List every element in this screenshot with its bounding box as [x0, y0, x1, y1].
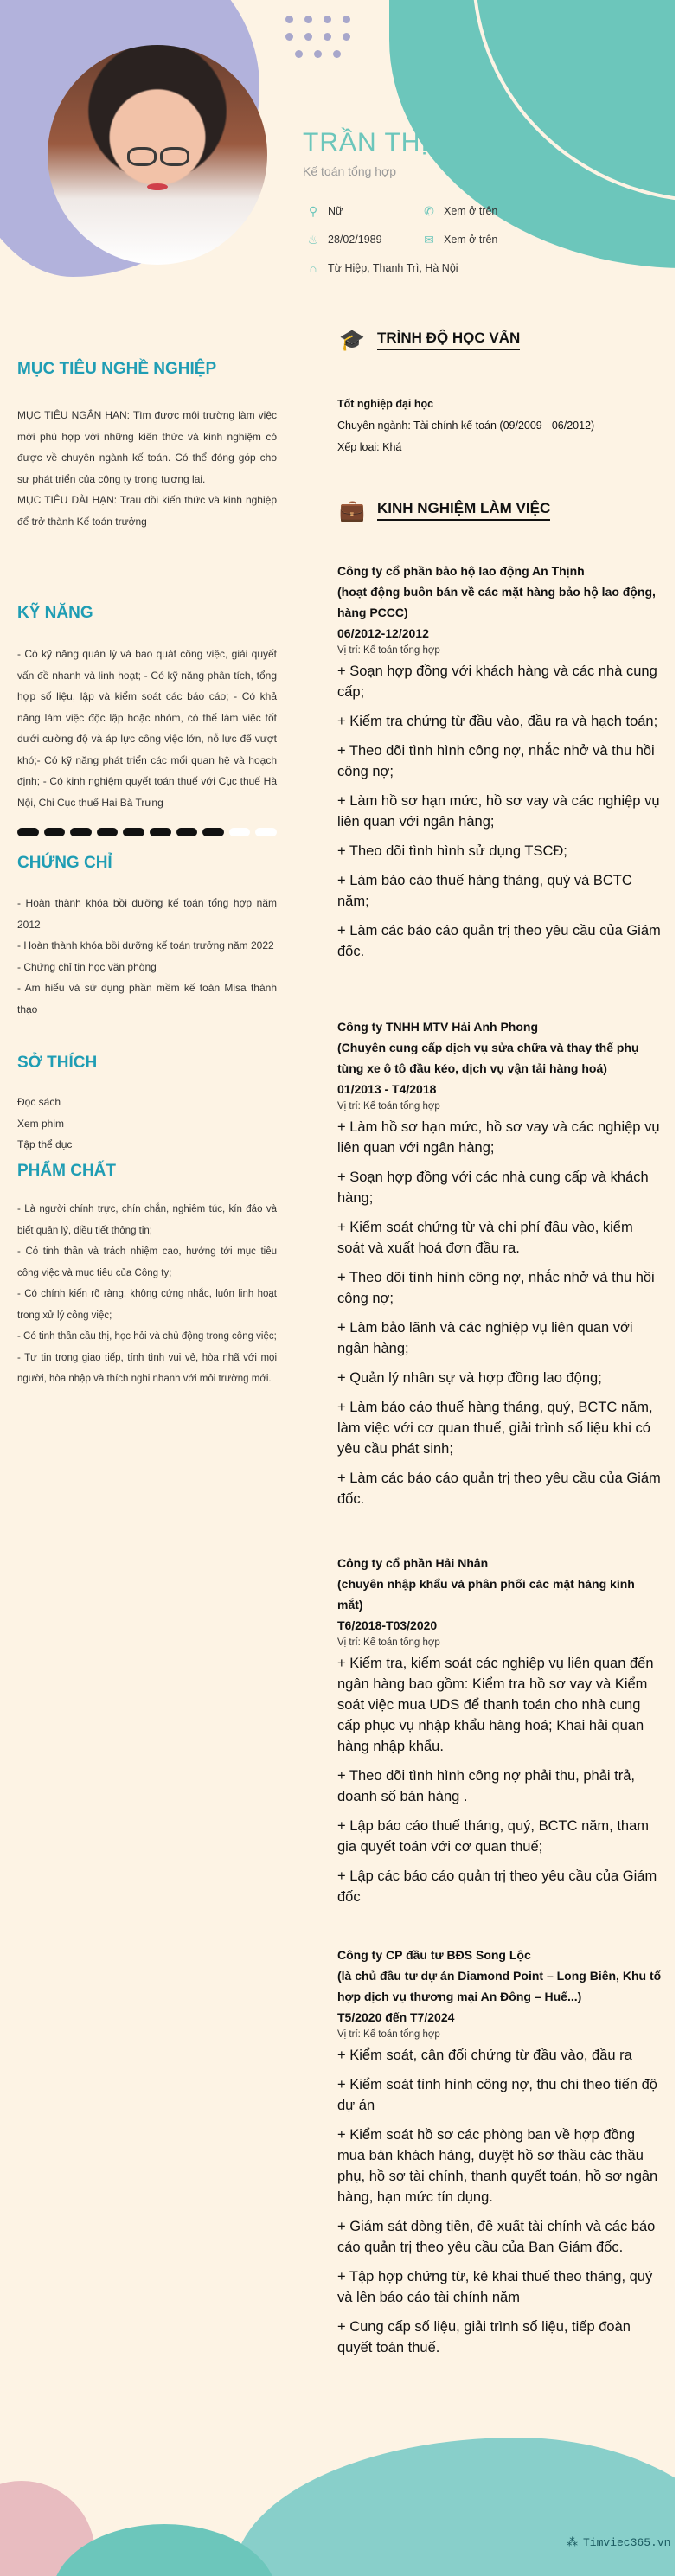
job-task: + Tập hợp chứng từ, kê khai thuế theo tháng, quý và lên báo cáo tài chính năm: [337, 2269, 653, 2305]
job-task: + Làm báo cáo thuế hàng tháng, quý và BCTC năm;: [337, 873, 632, 909]
birthday-value: 28/02/1989: [328, 234, 382, 246]
job-task: + Làm các báo cáo quản trị theo yêu cầu của Giám đốc.: [337, 923, 661, 959]
job-task: + Kiểm soát chứng từ và chi phí đầu vào, kiểm soát và xuất hoá đơn đầu ra.: [337, 1220, 633, 1256]
email-row: [422, 233, 497, 247]
candidate-name: TRẦN THỊ HUẾ: [303, 128, 495, 157]
job-task: + Theo dõi tình hình công nợ, nhắc nhở và thu hồi công nợ;: [337, 1270, 655, 1306]
skill-level-segment: [97, 828, 119, 836]
phone-row: [422, 204, 497, 218]
job-task: + Soạn hợp đồng với các nhà cung cấp và khách hàng;: [337, 1169, 649, 1206]
job-task: + Soạn hợp đồng với khách hàng và các nhà cung cấp;: [337, 663, 657, 700]
job-task: + Làm các báo cáo quản trị theo yêu cầu của Giám đốc.: [337, 1471, 661, 1507]
education-section-header: [337, 325, 520, 355]
certificates-heading: CHỨNG CHỈ: [17, 854, 112, 872]
birthday-cake-icon: ♨: [307, 233, 319, 247]
certificate-item: - Hoàn thành khóa bồi dưỡng kế toán tổng hợp năm 2012: [17, 897, 277, 931]
skill-level-segment: [255, 828, 277, 836]
skill-level-segment: [202, 828, 224, 836]
skills-heading: KỸ NĂNG: [17, 604, 93, 622]
candidate-job-title: Kế toán tổng hợp: [303, 164, 397, 178]
job-task: + Làm bảo lãnh và các nghiệp vụ liên quan với ngân hàng;: [337, 1320, 633, 1356]
skill-level-segment: [150, 828, 171, 836]
decor-dots: [285, 16, 363, 67]
education-degree: Tốt nghiệp đại học: [337, 398, 434, 410]
job-task: + Kiểm soát tình hình công nợ, thu chi theo tiến độ dự án: [337, 2077, 657, 2113]
skill-level-segment: [229, 828, 251, 836]
skill-level-segment: [123, 828, 144, 836]
job-task: + Lập báo cáo thuế tháng, quý, BCTC năm, tham gia quyết toán với cơ quan thuế;: [337, 1818, 650, 1855]
job-period: T6/2018-T03/2020: [337, 1618, 438, 1632]
skill-level-segment: [17, 828, 39, 836]
job-position: Vị trí: Kế toán tổng hợp: [337, 2029, 440, 2040]
gender-value: Nữ: [328, 205, 343, 217]
job-description: (chuyên nhập khẩu và phân phối các mặt hàng kính mắt): [337, 1577, 635, 1612]
avatar: [48, 45, 267, 265]
objective-short-term: MỤC TIÊU NGẮN HẠN: Tìm được môi trường làm việc mới phù hợp với những kiến thức và kinh nghiệm có được về chuyên ngành kế toán. Có thể đóng góp cho sự phát triển của công ty trong tương lai.: [17, 409, 277, 485]
hobby-item: Đọc sách: [17, 1096, 61, 1108]
job-task: + Làm báo cáo thuế hàng tháng, quý, BCTC năm, làm việc với cơ quan thuế, giải trình số liệu khi có yêu cầu phát sinh;: [337, 1400, 653, 1457]
job-position: Vị trí: Kế toán tổng hợp: [337, 1101, 440, 1112]
skills-text: - Có kỹ năng quản lý và bao quát công việc, giải quyết vấn đề nhanh và linh hoạt; - Có kỹ năng phân tích, tổng hợp số liệu, lập và kiểm soát các báo cáo; - Có khả năng làm việc độc lập hoặc nhóm, có thể làm việc tốt dưới cường độ và áp lực công việc lớn, nỗ lực để vượt khó;- Có kỹ năng phát triển các mối quan hệ và hoạch định; - Có kinh nghiệm quyết toán thuế với Cục thuế Hà Nội, Chi Cục thuế Hai Bà Trưng: [17, 648, 277, 809]
job-entry: [337, 1553, 662, 1916]
email-value[interactable]: Xem ở trên: [444, 234, 498, 246]
certificate-item: - Am hiểu và sử dụng phần mềm kế toán Misa thành thạo: [17, 982, 277, 1016]
job-company: Công ty CP đầu tư BĐS Song Lộc: [337, 1948, 531, 1962]
education-rank: Xếp loại: Khá: [337, 441, 402, 453]
job-task: + Theo dõi tình hình công nợ phải thu, phải trả, doanh số bán hàng .: [337, 1768, 635, 1804]
skill-level-segment: [176, 828, 198, 836]
job-position: Vị trí: Kế toán tổng hợp: [337, 645, 440, 656]
education-heading: TRÌNH ĐỘ HỌC VẤN: [377, 330, 520, 350]
hobby-item: Tập thể dục: [17, 1138, 73, 1150]
hobby-item: Xem phim: [17, 1117, 65, 1130]
experience-heading: KINH NGHIỆM LÀM VIỆC: [377, 500, 550, 521]
job-description: (là chủ đầu tư dự án Diamond Point – Long Biên, Khu tổ hợp dịch vụ thương mại An Đông – Huế...): [337, 1969, 662, 2003]
job-entry: [337, 1016, 662, 1518]
job-task: + Làm hồ sơ hạn mức, hồ sơ vay và các nghiệp vụ liên quan với ngân hàng;: [337, 793, 660, 830]
job-entry: [337, 561, 662, 971]
job-task: + Giám sát dòng tiền, đề xuất tài chính và các báo cáo quản trị theo yêu cầu của Ban Giám đốc.: [337, 2219, 656, 2255]
certificate-item: - Chứng chỉ tin học văn phòng: [17, 960, 157, 973]
job-company: Công ty cổ phần Hải Nhân: [337, 1556, 489, 1570]
hobbies-list: [17, 1092, 277, 1156]
email-icon: ✉: [424, 233, 434, 247]
certificate-item: - Hoàn thành khóa bồi dưỡng kế toán trưởng năm 2022: [17, 939, 274, 952]
qualities-heading: PHẨM CHẤT: [17, 1162, 116, 1180]
objective-heading: MỤC TIÊU NGHỀ NGHIỆP: [17, 360, 217, 378]
skills-level-bar: [17, 828, 277, 836]
decor-teal-bottom-blob: [234, 2438, 683, 2576]
quality-item: - Là người chính trực, chín chắn, nghiêm túc, kín đáo và biết quản lý, điều tiết thông tin;: [17, 1204, 277, 1236]
job-task: + Kiểm tra chứng từ đầu vào, đầu ra và hạch toán;: [337, 714, 658, 729]
job-entry: [337, 1945, 662, 2367]
address-value: Từ Hiệp, Thanh Trì, Hà Nội: [328, 262, 458, 274]
job-task: + Theo dõi tình hình công nợ, nhắc nhở và thu hồi công nợ;: [337, 743, 655, 779]
leaf-icon: ⁂: [567, 2536, 578, 2549]
quality-item: - Có tinh thần và trách nhiệm cao, hướng tới mục tiêu công việc và mục tiêu của Công ty;: [17, 1246, 277, 1278]
skill-level-segment: [44, 828, 66, 836]
quality-item: - Có chính kiến rõ ràng, không cứng nhắc, luôn linh hoạt trong xử lý công việc;: [17, 1289, 277, 1321]
phone-value[interactable]: Xem ở trên: [444, 205, 498, 217]
footer-brand-label: Timviec365.vn: [583, 2536, 671, 2549]
job-description: (hoạt động buôn bán về các mặt hàng bảo hộ lao động, hàng PCCC): [337, 585, 656, 619]
gender-row: [306, 204, 343, 218]
job-task: + Kiểm tra, kiểm soát các nghiệp vụ liên quan đến ngân hàng bao gồm: Kiểm tra hồ sơ vay và Kiểm soát việc mua UDS để thanh toán cho nhà cung cấp phục vụ nhập khẩu hàng hoá; Khai hải quan hàng nhập khẩu.: [337, 1656, 654, 1754]
hobbies-heading: SỞ THÍCH: [17, 1054, 98, 1072]
job-company: Công ty TNHH MTV Hải Anh Phong: [337, 1020, 539, 1034]
job-task: + Làm hồ sơ hạn mức, hồ sơ vay và các nghiệp vụ liên quan với ngân hàng;: [337, 1119, 660, 1156]
objective-long-term: MỤC TIÊU DÀI HẠN: Trau dồi kiến thức và kinh nghiệp để trở thành Kế toán trưởng: [17, 494, 277, 528]
job-position: Vị trí: Kế toán tổng hợp: [337, 1637, 440, 1648]
home-icon: ⌂: [309, 261, 317, 275]
job-task: + Theo dõi tình hình sử dụng TSCĐ;: [337, 843, 567, 859]
certificates-list: [17, 893, 277, 1020]
job-company: Công ty cổ phần bảo hộ lao động An Thịnh: [337, 564, 585, 578]
job-period: 06/2012-12/2012: [337, 626, 429, 640]
birthday-row: [306, 233, 382, 247]
address-row: [306, 261, 458, 275]
qualities-list: [17, 1199, 277, 1390]
phone-icon: ✆: [424, 204, 434, 218]
experience-section-header: [337, 496, 550, 525]
graduation-cap-icon: 🎓: [339, 328, 365, 352]
quality-item: - Tự tin trong giao tiếp, tính tình vui vẻ, hòa nhã với mọi người, hòa nhập và thích nghi nhanh với môi trường mới.: [17, 1352, 277, 1384]
job-period: 01/2013 - T4/2018: [337, 1082, 437, 1096]
job-task: + Cung cấp số liệu, giải trình số liệu, tiếp đoàn quyết toán thuế.: [337, 2319, 631, 2355]
job-task: + Kiểm soát, cân đối chứng từ đầu vào, đầu ra: [337, 2047, 632, 2063]
job-description: (Chuyên cung cấp dịch vụ sửa chữa và thay thế phụ tùng xe ô tô đầu kéo, dịch vụ vận tải hàng hoá): [337, 1041, 639, 1075]
gender-icon: ⚲: [308, 204, 318, 218]
skill-level-segment: [70, 828, 92, 836]
job-task: + Kiểm soát hồ sơ các phòng ban về hợp đồng mua bán khách hàng, duyệt hồ sơ thầu các thầu phụ, hồ sơ tài chính, thanh quyết toán, hồ sơ ngân hàng, hạn mức tín dụng.: [337, 2127, 658, 2205]
quality-item: - Có tinh thần cầu thị, học hỏi và chủ động trong công việc;: [17, 1331, 277, 1342]
education-block: [337, 394, 594, 458]
objective-text: [17, 405, 277, 532]
job-task: + Quản lý nhân sự và hợp đồng lao động;: [337, 1370, 602, 1386]
job-task: + Lập các báo cáo quản trị theo yêu cầu của Giám đốc: [337, 1868, 657, 1905]
page-edge: [675, 0, 683, 2576]
briefcase-icon: 💼: [339, 498, 365, 522]
footer-brand[interactable]: [567, 2536, 670, 2549]
job-period: T5/2020 đến T7/2024: [337, 2010, 455, 2024]
education-major: Chuyên ngành: Tài chính kế toán (09/2009 - 06/2012): [337, 420, 595, 432]
